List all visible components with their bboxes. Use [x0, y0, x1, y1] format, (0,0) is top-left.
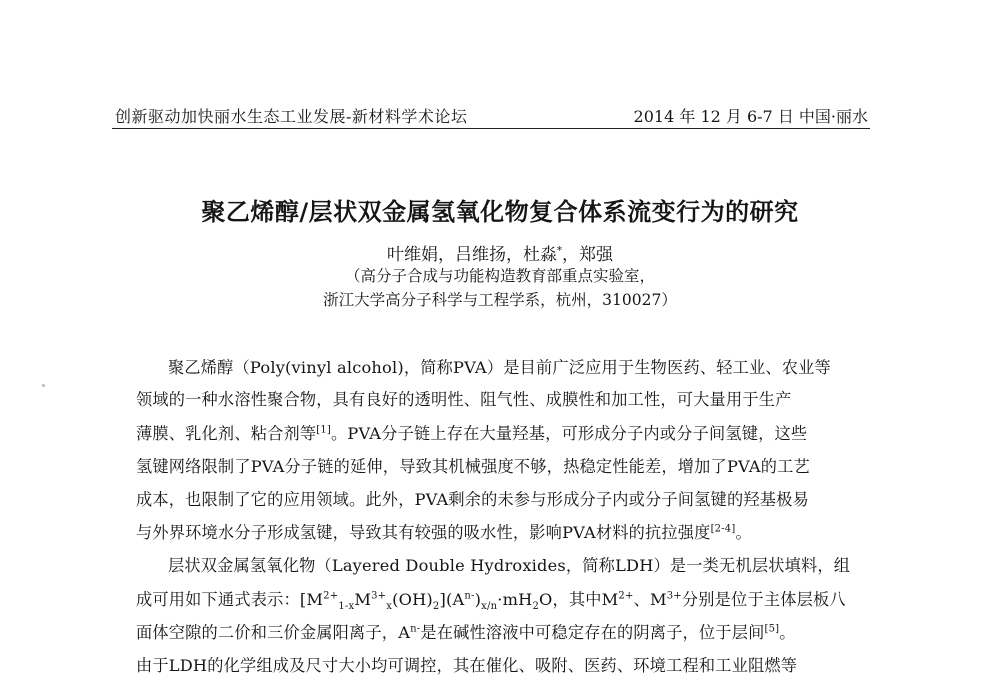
author: ，郑强 — [562, 245, 613, 265]
author-list — [0, 240, 1000, 265]
paragraph-line: 层状双金属氢氧化物（Layered Double Hydroxides，简称LDH）是一类无机层状填料，组 — [168, 556, 851, 575]
running-header — [112, 100, 870, 129]
paragraph-line: 薄膜、乳化剂、粘合剂等[1]。PVA分子链上存在大量羟基，可形成分子内或分子间氢键，这些 — [136, 424, 808, 443]
conference-name: 创新驱动加快丽水生态工业发展-新材料学术论坛 — [115, 107, 468, 126]
conference-date-place: 2014 年 12 月 6-7 日 中国·丽水 — [633, 107, 868, 126]
paragraph-line: 与外界环境水分子形成氢键，导致其有较强的吸水性，影响PVA材料的抗拉强度[2-4]。 — [136, 523, 752, 542]
author: 杜淼 — [523, 245, 557, 265]
paragraph-line: 氢键网络限制了PVA分子链的延伸，导致其机械强度不够，热稳定性能差，增加了PVA的工艺 — [136, 457, 810, 476]
paragraph-line: 成本，也限制了它的应用领域。此外，PVA剩余的未参与形成分子内或分子间氢键的羟基极易 — [136, 490, 809, 509]
citation-ref: [2-4] — [710, 523, 736, 535]
paper-title: 聚乙烯醇/层状双金属氢氧化物复合体系流变行为的研究 — [201, 198, 799, 226]
author: 吕维扬， — [455, 245, 523, 265]
corresponding-author-mark: * — [557, 245, 562, 257]
paragraph-line: 面体空隙的二价和三价金属阳离子，$A^{n-}$是在碱性溶液中可稳定存在的阴离子，位于层间[5]。 — [136, 623, 796, 642]
paragraph-line: 由于LDH的化学组成及尺寸大小均可调控，其在催化、吸附、医药、环境工程和工业阻燃等 — [136, 656, 798, 675]
citation-ref: [1] — [316, 424, 332, 436]
citation-ref: [5] — [764, 623, 780, 635]
paragraph-line: 领域的一种水溶性聚合物，具有良好的透明性、阻气性、成膜性和加工性，可大量用于生产 — [136, 390, 792, 409]
author: 叶维娟， — [387, 245, 455, 265]
affiliation-line-1: （高分子合成与功能构造教育部重点实验室， — [344, 267, 655, 285]
paragraph-line: 聚乙烯醇（Poly(vinyl alcohol)，简称PVA）是目前广泛应用于生物医药、轻工业、农业等 — [168, 358, 831, 377]
paragraph-line: 成可用如下通式表示：$[M^{2+}_{1-x}M^{3+}_x(OH)_2](A^{n-})_{x/n}\cdot mH_2O$，其中$M^{2+}$、$M^{3+}$分别是位于主体层板八 — [136, 590, 846, 613]
scan-speck — [42, 384, 45, 387]
affiliation-line-2: 浙江大学高分子科学与工程学系，杭州，310027） — [323, 291, 677, 309]
